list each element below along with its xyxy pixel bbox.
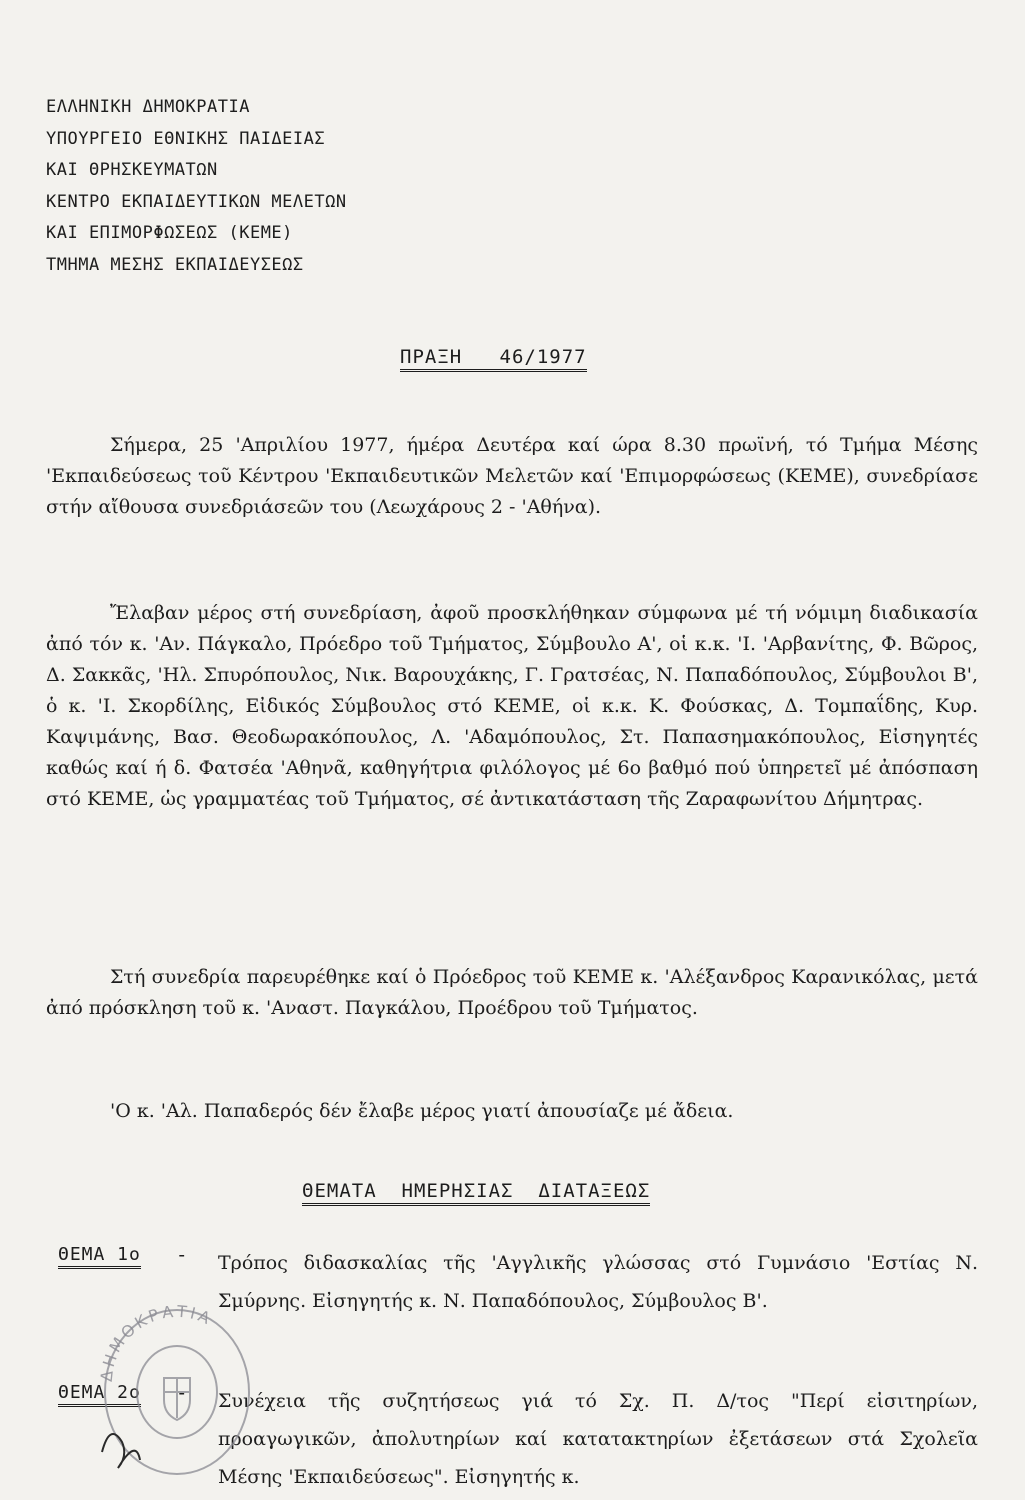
paragraph-absence <box>46 1096 978 1127</box>
document-title: ΠΡΑΞΗ 46/1977 <box>400 346 587 372</box>
letterhead-line: ΚΕΝΤΡΟ ΕΚΠΑΙΔΕΥΤΙΚΩΝ ΜΕΛΕΤΩΝ <box>46 191 347 212</box>
official-stamp <box>92 1282 262 1486</box>
paragraph-text: Στή συνεδρία παρευρέθηκε καί ὁ Πρόεδρος τοῦ ΚΕΜΕ κ. 'Αλέξανδρος Καρανικόλας, μετά ἀπό πρόσκληση τοῦ κ. 'Αναστ. Παγκάλου, Προέδρου τοῦ Τμήματος. <box>46 966 978 1019</box>
letterhead-line: ΚΑΙ ΘΡΗΣΚΕΥΜΑΤΩΝ <box>46 160 218 180</box>
letterhead-line: ΚΑΙ ΕΠΙΜΟΡΦΩΣΕΩΣ (ΚΕΜΕ) <box>46 223 293 243</box>
letterhead <box>46 92 347 281</box>
seal-icon <box>92 1282 262 1482</box>
paragraph-president <box>46 962 978 1024</box>
agenda-title: ΘΕΜΑΤΑ ΗΜΕΡΗΣΙΑΣ ΔΙΑΤΑΞΕΩΣ <box>302 1180 650 1206</box>
paragraph-attendees <box>46 598 978 815</box>
paragraph-text: 'Ο κ. 'Αλ. Παπαδερός δέν ἔλαβε μέρος γιατί ἀπουσίαζε μέ ἄδεια. <box>110 1100 734 1122</box>
letterhead-line: ΥΠΟΥΡΓΕΙΟ ΕΘΝΙΚΗΣ ΠΑΙΔΕΙΑΣ <box>46 128 326 149</box>
agenda-item-dash: - <box>176 1244 188 1266</box>
agenda-item-text: Τρόπος διδασκαλίας τῆς 'Αγγλικῆς γλώσσας στό Γυμνάσιο 'Εστίας Ν. Σμύρνης. Εἰσηγητής κ. Ν. Παπαδόπουλος, Σύμβουλος Β'. <box>218 1252 978 1312</box>
stamp-text: ΔΗΜΟΚΡΑΤΙΑ <box>96 1301 216 1383</box>
agenda-item-text: Συνέχεια τῆς συζητήσεως γιά τό Σχ. Π. Δ/τος "Περί εἰσιτηρίων, προαγωγικῶν, ἀπολυτηρίων καί κατατακτηρίων ἐξετάσεων στά Σχολεῖα Μέσης 'Εκπαιδεύσεως". Εἰσηγητής κ. <box>218 1390 978 1488</box>
agenda-item-label: ΘΕΜΑ 2ο <box>58 1382 141 1407</box>
svg-text:ΔΗΜΟΚΡΑΤΙΑ <box>97 1302 216 1383</box>
paragraph-text: Σήμερα, 25 'Απριλίου 1977, ήμέρα Δευτέρα καί ώρα 8.30 πρωϊνή, τό Τμήμα Μέσης 'Εκπαιδεύσεως τοῦ Κέντρου 'Εκπαιδευτικῶν Μελετῶν καί 'Επιμορφώσεως (ΚΕΜΕ), συνεδρίασε στήν αἴθουσα συνεδριάσεῶν του (Λεωχάρους 2 - 'Αθήνα). <box>46 434 978 518</box>
agenda-item-label: ΘΕΜΑ 1ο <box>58 1244 141 1269</box>
agenda-item-dash: - <box>176 1382 188 1404</box>
paragraph-session <box>46 430 978 523</box>
paragraph-text: Ἔλαβαν μέρος στή συνεδρίαση, ἀφοῦ προσκλήθηκαν σύμφωνα μέ τή νόμιμη διαδικασία ἀπό τόν κ. 'Αν. Πάγκαλο, Πρόεδρο τοῦ Τμήματος, Σύμβουλο Α', οἱ κ.κ. 'Ι. 'Αρβανίτης, Φ. Βῶρος, Δ. Σακκᾶς, 'Ηλ. Σπυρόπουλος, Νικ. Βαρουχάκης, Γ. Γρατσέας, Ν. Παπαδόπουλος, Σύμβουλοι Β', ὁ κ. 'Ι. Σκορδίλης, Εἰδικός Σύμβουλος στό ΚΕΜΕ, οἱ κ.κ. Κ. Φούσκας, Δ. Τομπαΐδης, Κυρ. Καψιμάνης, Βασ. Θεοδωρακόπουλος, Λ. 'Αδαμόπουλος, Στ. Παπασημακόπουλος, Εἰσηγητές καθώς καί ή δ. Φατσέα 'Αθηνᾶ, καθηγήτρια φιλόλογος μέ 6ο βαθμό πού ὑπηρετεῖ μέ ἀπόσπαση στό ΚΕΜΕ, ὡς γραμματέας τοῦ Τμήματος, σέ ἀντικατάσταση τῆς Ζαραφωνίτου Δήμητρας. <box>46 602 978 810</box>
letterhead-line: ΤΜΗΜΑ ΜΕΣΗΣ ΕΚΠΑΙΔΕΥΣΕΩΣ <box>46 254 304 275</box>
letterhead-line: ΕΛΛΗΝΙΚΗ ΔΗΜΟΚΡΑΤΙΑ <box>46 97 250 117</box>
